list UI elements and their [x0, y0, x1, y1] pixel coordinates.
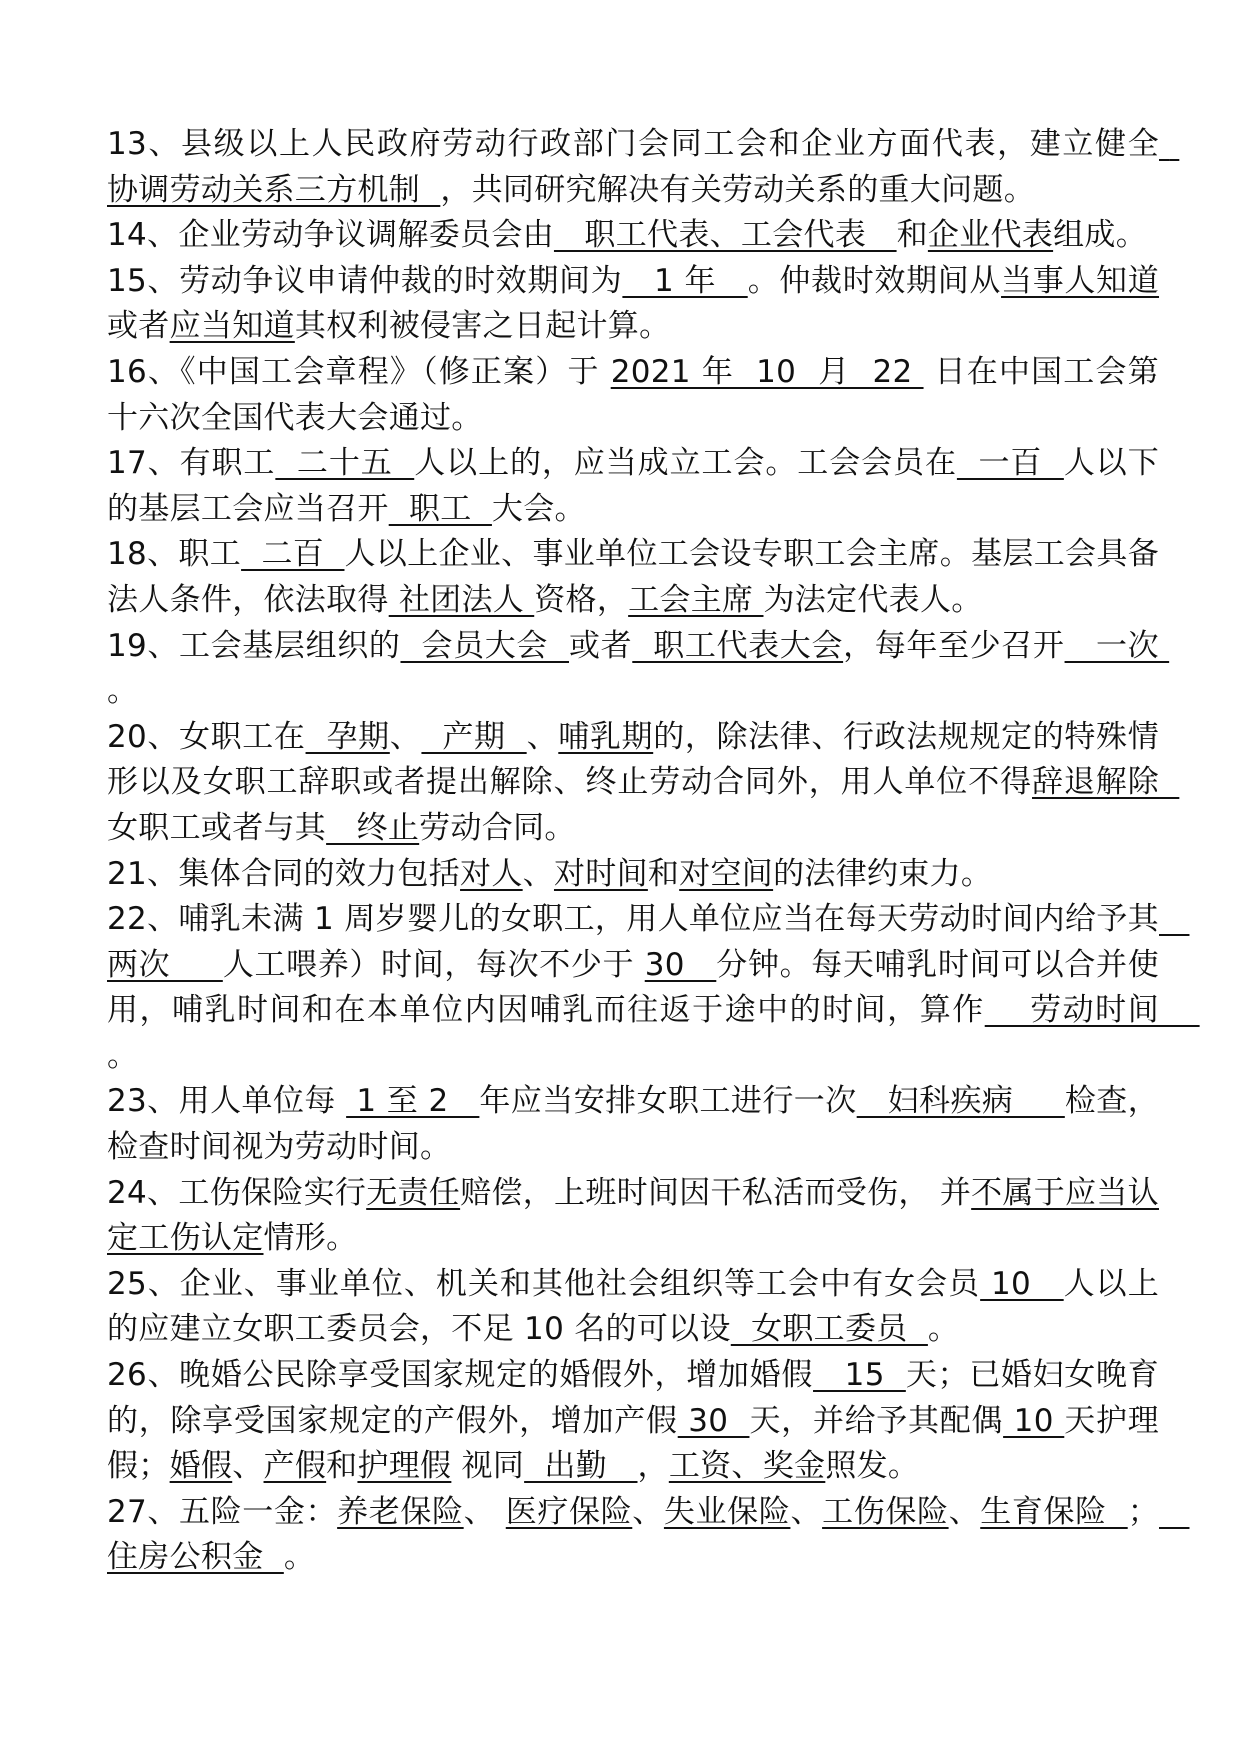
question-text: 和 — [896, 217, 928, 254]
question-text: 、 — [522, 855, 554, 892]
question-item — [107, 350, 1159, 441]
question-text: 日在中国工会第十六次全国代表大会通过。 — [107, 353, 1159, 436]
question-text: 人以下的基层工会应当召开 — [107, 445, 1160, 527]
question-text: 天，并给予其配偶 — [749, 1402, 1004, 1439]
question-text: 和 — [647, 855, 680, 892]
answer-underline: 劳动时间 — [984, 992, 1200, 1029]
question-text: 。 — [107, 1037, 139, 1074]
answer-underline: 医疗保险 — [505, 1493, 633, 1530]
answer-underline: 对时间 — [553, 855, 648, 892]
answer-underline: 协调劳动关系三方机制 — [107, 126, 1180, 208]
answer-underline: 职工代表大会 — [632, 627, 844, 664]
question-item — [107, 259, 1159, 350]
question-text: ，每年至少召开 — [843, 627, 1065, 664]
question-text: 。仲裁时效期间从 — [747, 262, 1002, 299]
question-item — [107, 1079, 1159, 1170]
question-text: 21、集体合同的效力包括 — [107, 855, 461, 892]
question-text: 的法律约束力。 — [773, 855, 993, 892]
answer-underline: 终止 — [326, 809, 420, 846]
answer-underline: 产假 — [263, 1448, 327, 1485]
question-text: 赔偿，上班时间因干私活而受伤， 并 — [460, 1174, 972, 1211]
question-text: 16、《中国工会章程》（修正案）于 — [107, 353, 611, 390]
answer-underline: 妇科疾病 — [856, 1083, 1065, 1120]
question-text: 14、企业劳动争议调解委员会由 — [107, 217, 554, 254]
question-text: 天护理假； — [107, 1402, 1159, 1485]
question-text: 。 — [107, 673, 139, 710]
answer-underline: 产期 — [421, 718, 527, 755]
question-text: 人以上的，应当成立工会。工会会员在 — [414, 445, 957, 482]
question-item — [107, 1490, 1190, 1581]
question-item — [107, 1171, 1159, 1262]
question-item — [107, 532, 1159, 623]
answer-underline: 对空间 — [679, 855, 774, 892]
question-text: 15、劳动争议申请仲裁的时效期间为 — [107, 262, 623, 299]
answer-underline: 一次 — [1064, 627, 1170, 664]
question-text: 人工喂养）时间，每次不少于 — [222, 946, 645, 983]
answer-underline: 养老保险 — [337, 1493, 464, 1530]
answer-underline: 职工代表、工会代表 — [553, 217, 897, 254]
question-item — [107, 441, 1159, 532]
question-text: 18、职工 — [107, 536, 242, 573]
question-text: 19、工会基层组织的 — [107, 627, 401, 664]
question-text: 17、有职工 — [107, 445, 276, 482]
answer-underline: 1 年 — [622, 262, 748, 299]
answer-underline: 工资、奖金 — [668, 1448, 826, 1485]
question-text: 。 — [283, 1539, 316, 1576]
answer-underline: 女职工委员 — [730, 1311, 928, 1348]
question-item — [107, 897, 1200, 1079]
answer-underline: 当事人知道 — [1001, 262, 1160, 299]
answer-underline: 无责任 — [366, 1174, 461, 1211]
question-text: 、 — [232, 1448, 264, 1485]
question-text: 或者 — [107, 308, 170, 345]
answer-underline: 一百 — [956, 445, 1064, 482]
question-item — [107, 213, 1159, 259]
question-text: 组成。 — [1053, 217, 1147, 254]
question-item — [107, 1262, 1159, 1353]
question-item — [107, 624, 1170, 715]
question-text: ， — [637, 1448, 669, 1485]
question-text: 27、五险一金： — [107, 1493, 338, 1530]
answer-underline: 生育保险 — [980, 1493, 1128, 1530]
answer-underline: 1 至 2 — [346, 1083, 480, 1120]
question-item — [107, 715, 1180, 852]
question-text: 26、晚婚公民除享受国家规定的婚假外，增加婚假 — [107, 1357, 814, 1394]
answer-underline: 会员大会 — [400, 627, 569, 664]
question-text: 、 — [526, 718, 559, 755]
question-text: 、 — [389, 718, 422, 755]
answer-underline: 企业代表 — [927, 217, 1054, 254]
question-text: 或者 — [569, 627, 633, 664]
question-text: 分钟。每天哺乳时间可以合并使用，哺乳时间和在本单位内因哺乳而往返于途中的时间，算作 — [107, 946, 1160, 1029]
answer-underline: 住房公积金 — [107, 1493, 1190, 1576]
answer-underline: 婚假 — [169, 1448, 233, 1485]
answer-underline: 对人 — [460, 855, 523, 892]
question-item — [107, 122, 1180, 213]
answer-underline: 哺乳期 — [558, 718, 654, 755]
question-text: 大会。 — [491, 490, 586, 527]
question-text: 、 — [632, 1493, 664, 1530]
question-text: 。 — [927, 1311, 960, 1348]
question-text: 其权利被侵害之日起计算。 — [294, 308, 671, 345]
question-item — [107, 852, 1159, 898]
answer-underline: 工伤保险 — [822, 1493, 949, 1530]
question-text: 年应当安排女职工进行一次 — [479, 1083, 857, 1120]
question-item — [107, 1353, 1159, 1490]
answer-underline: 孕期 — [305, 718, 390, 755]
question-text: 为法定代表人。 — [763, 581, 983, 618]
answer-underline: 工会主席 — [628, 581, 764, 618]
question-text: 23、用人单位每 — [107, 1083, 347, 1120]
answer-underline: 护理假 — [357, 1448, 452, 1485]
question-text: 25、企业、事业单位、机关和其他社会组织等工会中有女会员 — [107, 1265, 981, 1302]
question-text: 、 — [948, 1493, 981, 1530]
answer-underline: 15 — [813, 1357, 906, 1394]
question-text: 检查，检查时间视为劳动时间。 — [107, 1083, 1159, 1166]
answer-underline: 30 — [644, 946, 717, 983]
question-text: 照发。 — [825, 1448, 920, 1485]
answer-underline: 2021 年 10 月 22 — [610, 353, 924, 390]
question-text: 人以上的应建立女职工委员会，不足 10 名的可以设 — [107, 1265, 1160, 1348]
question-text: 20、女职工在 — [107, 718, 306, 755]
question-list — [107, 122, 1200, 1581]
question-text: 资格， — [534, 581, 629, 618]
question-text: 24、工伤保险实行 — [107, 1174, 367, 1211]
question-text: 的，除法律、行政法规规定的特殊情形以及女职工辞职或者提出解除、终止劳动合同外，用人单位不得 — [107, 718, 1159, 801]
question-text: 人以上企业、事业单位工会设专职工会主席。基层工会具备法人条件，依法取得 — [107, 536, 1160, 618]
question-text: 13、县级以上人民政府劳动行政部门会同工会和企业方面代表，建立健全 — [107, 126, 1159, 162]
question-text: 22、哺乳未满 1 周岁婴儿的女职工，用人单位应当在每天劳动时间内给予其 — [107, 901, 1159, 938]
answer-underline: 二百 — [241, 536, 345, 573]
answer-underline: 二十五 — [275, 445, 415, 482]
question-text: 女职工或者与其 — [107, 809, 327, 846]
question-text: 、 — [463, 1493, 506, 1530]
answer-underline: 辞退解除 — [1032, 764, 1180, 801]
question-text: ，共同研究解决有关劳动关系的重大问题。 — [440, 171, 1036, 208]
question-text: ； — [1127, 1493, 1160, 1530]
question-text: 劳动合同。 — [419, 809, 576, 846]
question-text: 视同 — [451, 1448, 525, 1485]
question-text: 、 — [790, 1493, 823, 1530]
answer-underline: 不属于应当认定工伤认定 — [107, 1174, 1159, 1257]
answer-underline: 出勤 — [524, 1448, 638, 1485]
question-text: 情形。 — [263, 1220, 358, 1257]
answer-underline: 10 — [980, 1265, 1064, 1302]
answer-underline: 失业保险 — [663, 1493, 791, 1530]
answer-underline: 职工 — [388, 490, 492, 527]
question-text: 和 — [326, 1448, 358, 1485]
answer-underline: 10 — [1003, 1402, 1065, 1439]
answer-underline: 应当知道 — [169, 308, 295, 345]
answer-underline: 社团法人 — [388, 581, 535, 618]
answer-underline: 30 — [677, 1402, 750, 1439]
question-text: 天；已婚妇女晚育的，除享受国家规定的产假外，增加产假 — [107, 1357, 1159, 1439]
answer-underline: 两次 — [107, 901, 1190, 983]
